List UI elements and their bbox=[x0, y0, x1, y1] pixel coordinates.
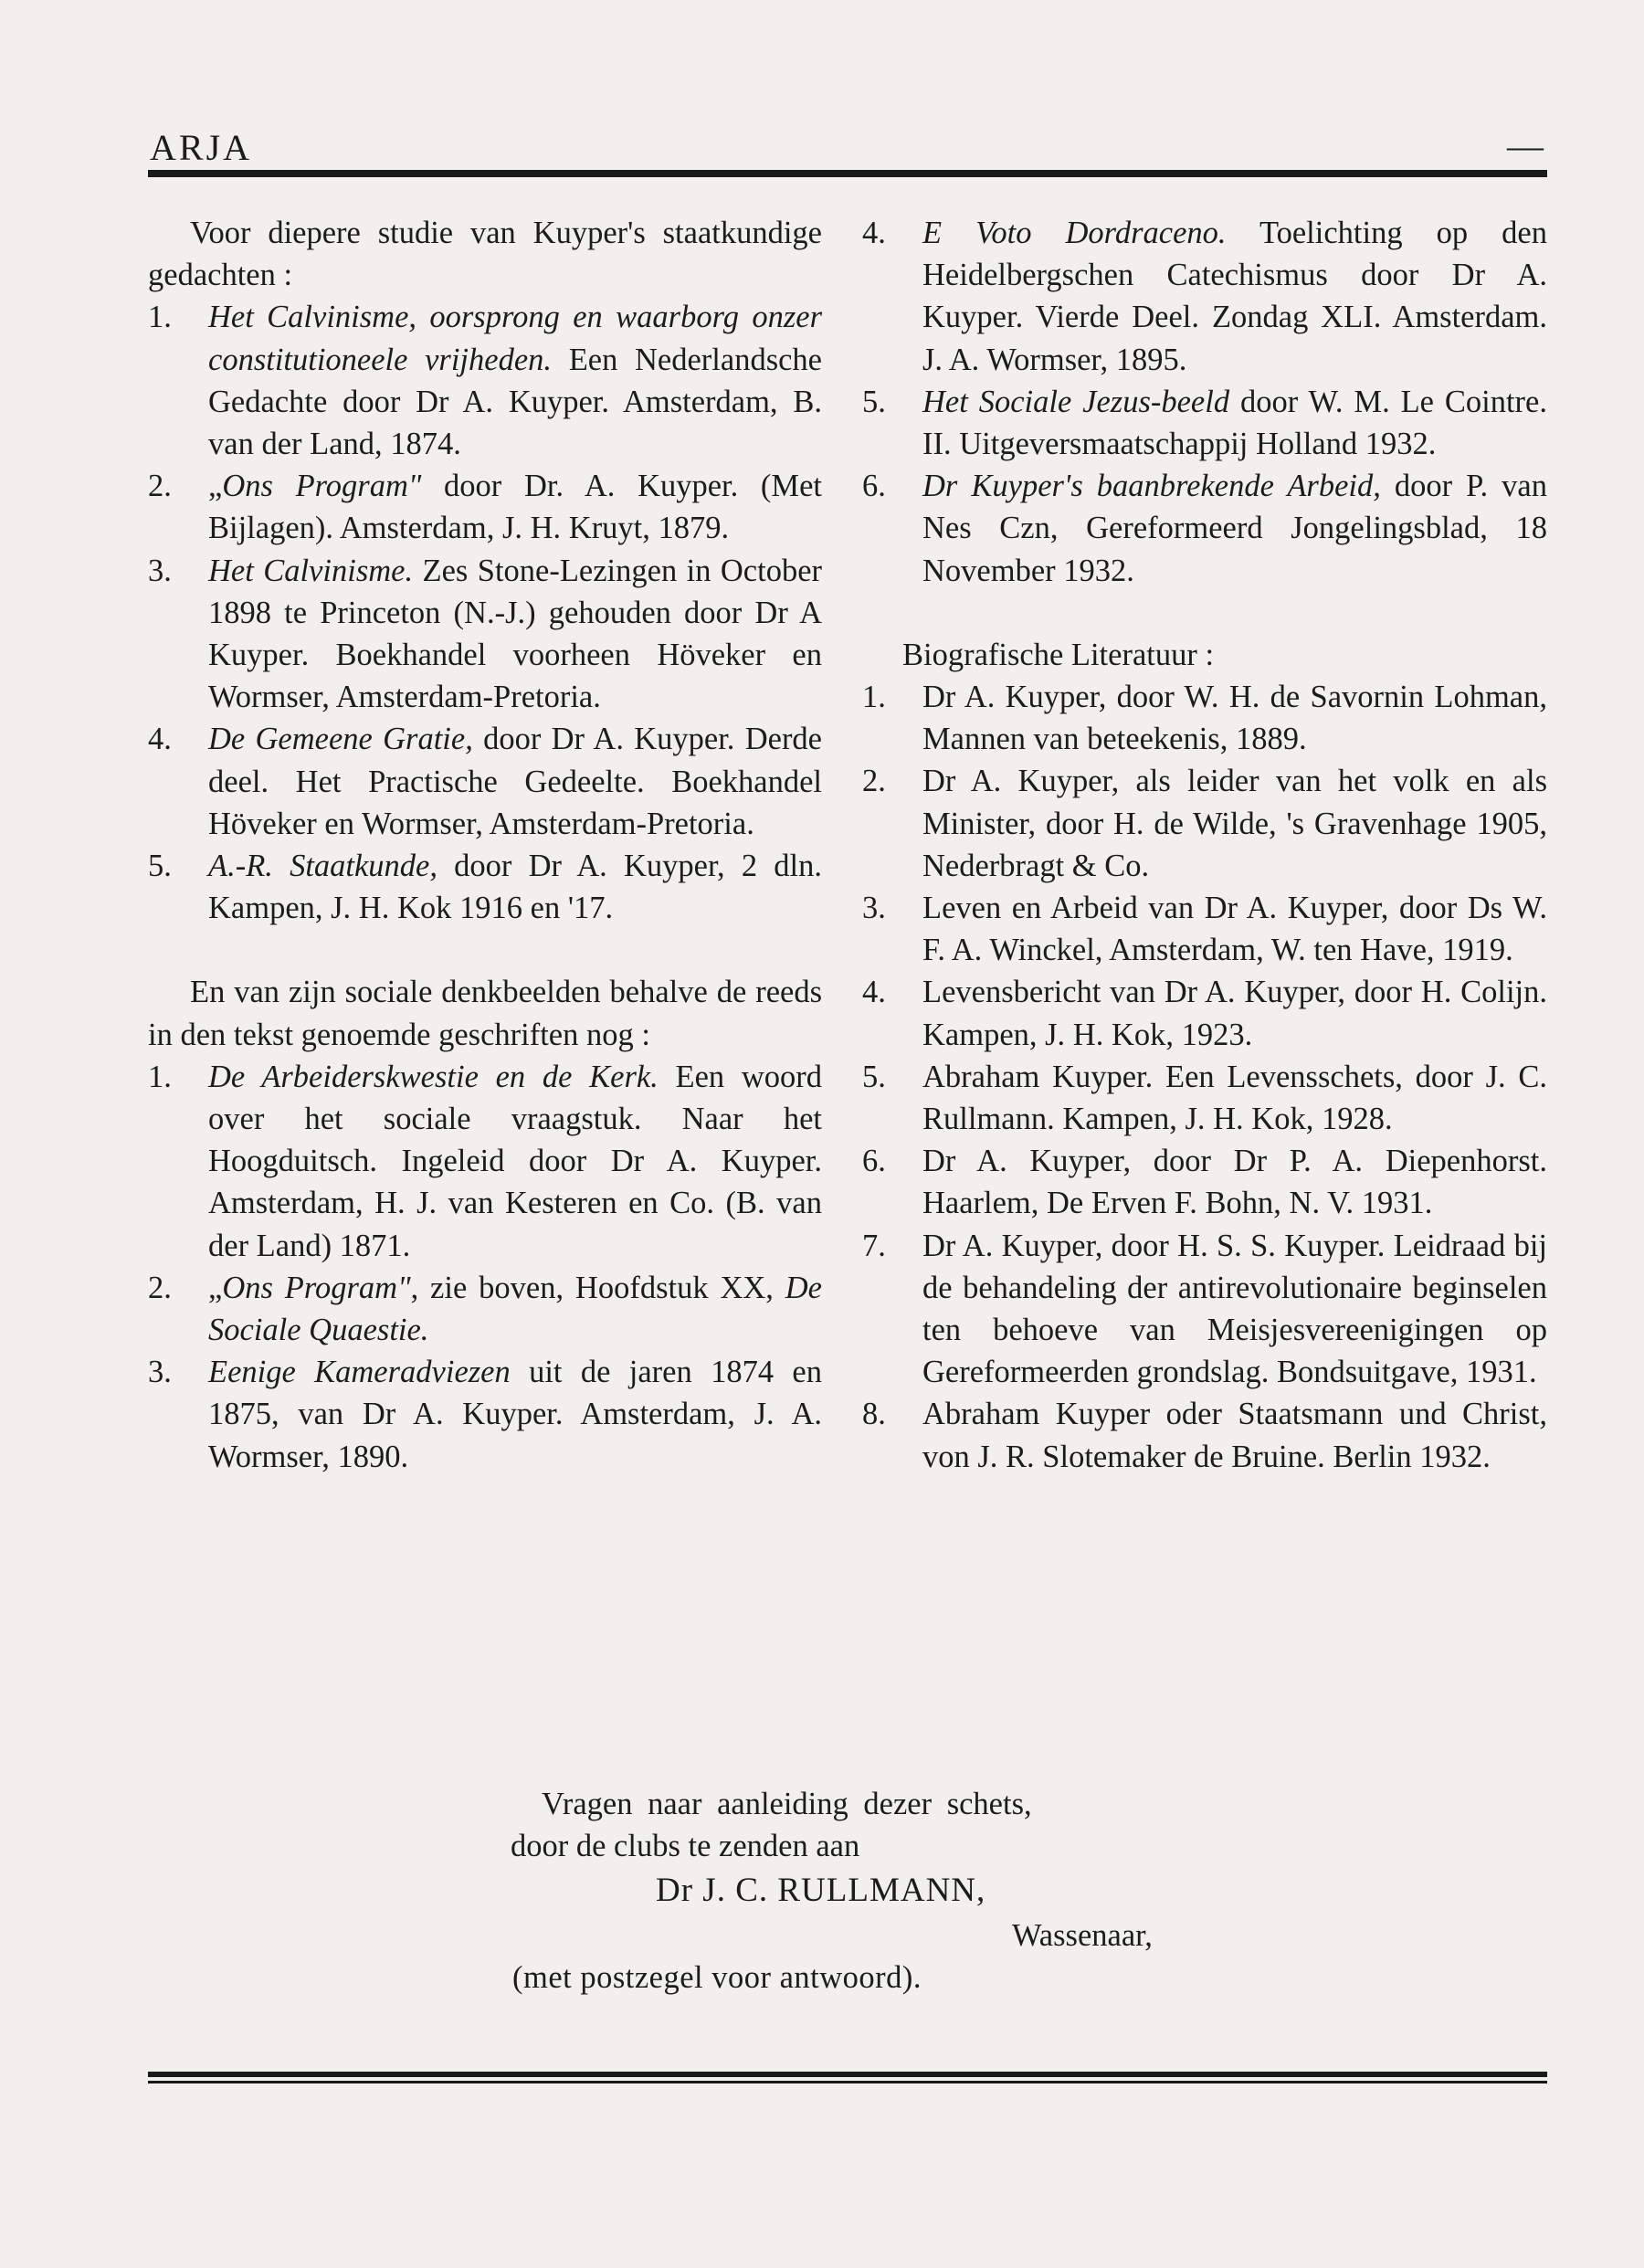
list-item bbox=[862, 1393, 1547, 1477]
item-number: 5. bbox=[862, 1059, 886, 1094]
item-text: Dr A. Kuyper, als leider van het volk en als Minister, door H. de Wilde, 's Gravenhage 1905, Nederbragt & Co. bbox=[922, 764, 1547, 883]
item-text: E Voto Dordraceno. Toelichting op den Heidelbergschen Catechismus door Dr A. Kuyper. Vierde Deel. Zondag XLI. Amsterdam. J. A. Wormser, 1895. bbox=[922, 216, 1547, 377]
item-number: 8. bbox=[862, 1397, 886, 1432]
item-text: Dr A. Kuyper, door W. H. de Savornin Lohman, Mannen van beteekenis, 1889. bbox=[922, 680, 1547, 757]
list-item bbox=[148, 296, 822, 465]
list-item bbox=[862, 760, 1547, 887]
right-list-biographies bbox=[862, 676, 1547, 1478]
note-recipient-name: Dr J. C. RULLMANN, bbox=[656, 1872, 986, 1909]
item-number: 2. bbox=[148, 1270, 172, 1305]
item-number: 4. bbox=[148, 722, 172, 757]
item-number: 4. bbox=[862, 975, 886, 1010]
item-number: 4. bbox=[862, 216, 886, 250]
item-text: Levensbericht van Dr A. Kuyper, door H. Colijn. Kampen, J. H. Kok, 1923. bbox=[922, 975, 1547, 1052]
note-recipient-place: Wassenaar, bbox=[1012, 1918, 1153, 1953]
header-dash: — bbox=[1507, 125, 1544, 166]
item-text: Abraham Kuyper. Een Levensschets, door J. C. Rullmann. Kampen, J. H. Kok, 1928. bbox=[922, 1059, 1547, 1137]
item-text: „Ons Program", zie boven, Hoofdstuk XX, De Sociale Quaestie. bbox=[208, 1270, 822, 1348]
paragraph-gap bbox=[148, 929, 822, 971]
item-number: 1. bbox=[148, 300, 172, 335]
note-line-5: (met postzegel voor antwoord). bbox=[512, 1960, 922, 1995]
item-text: Het Sociale Jezus-beeld door W. M. Le Cointre. II. Uitgeversmaatschappij Holland 1932. bbox=[922, 384, 1547, 462]
item-text: A.-R. Staatkunde, door Dr A. Kuyper, 2 dln. Kampen, J. H. Kok 1916 en '17. bbox=[208, 849, 822, 926]
item-number: 3. bbox=[862, 891, 886, 926]
item-number: 6. bbox=[862, 469, 886, 504]
item-text: Leven en Arbeid van Dr A. Kuyper, door Ds W. F. A. Winckel, Amsterdam, W. ten Have, 1919. bbox=[922, 891, 1547, 968]
item-number: 3. bbox=[148, 1355, 172, 1390]
item-number: 2. bbox=[148, 469, 172, 504]
item-number: 5. bbox=[862, 384, 886, 419]
header-title: ARJA bbox=[150, 127, 253, 168]
item-number: 6. bbox=[862, 1144, 886, 1179]
note-line-1: Vragen naar aanleiding dezer schets, bbox=[542, 1787, 1032, 1821]
list-item bbox=[862, 1225, 1547, 1394]
left-list-social bbox=[148, 1056, 822, 1478]
item-number: 7. bbox=[862, 1228, 886, 1263]
left-list-political bbox=[148, 296, 822, 929]
item-number: 1. bbox=[148, 1059, 172, 1094]
item-text: Eenige Kameradviezen uit de jaren 1874 en 1875, van Dr A. Kuyper. Amsterdam, J. A. Wormser, 1890. bbox=[208, 1355, 822, 1474]
item-text: Abraham Kuyper oder Staatsmann und Christ, von J. R. Slotemaker de Bruine. Berlin 1932. bbox=[922, 1397, 1547, 1474]
item-text: Het Calvinisme. Zes Stone-Lezingen in October 1898 te Princeton (N.-J.) gehouden door Dr A Kuyper. Boekhandel voorheen Höveker en Wormser, Amsterdam-Pretoria. bbox=[208, 553, 823, 715]
list-item bbox=[862, 1140, 1547, 1224]
item-number: 2. bbox=[862, 764, 886, 799]
list-item bbox=[862, 971, 1547, 1055]
list-item bbox=[862, 465, 1547, 592]
item-text: Dr A. Kuyper, door Dr P. A. Diepenhorst. Haarlem, De Erven F. Bohn, N. V. 1931. bbox=[922, 1144, 1547, 1221]
item-number: 1. bbox=[862, 680, 886, 715]
header-rule bbox=[148, 170, 1547, 177]
list-item bbox=[148, 845, 822, 929]
note-line-2: door de clubs te zenden aan bbox=[511, 1829, 860, 1863]
list-item bbox=[148, 1351, 822, 1478]
paragraph-gap bbox=[862, 592, 1547, 634]
item-text: Dr A. Kuyper, door H. S. S. Kuyper. Leidraad bij de behandeling der antirevolutionaire beginselen ten behoeve van Meisjesvereenigingen op Gereformeerden grondslag. Bondsuitgave, 1931. bbox=[922, 1228, 1547, 1390]
contact-note bbox=[507, 1783, 1192, 1999]
list-item bbox=[148, 465, 822, 549]
item-text: Dr Kuyper's baanbrekende Arbeid, door P. van Nes Czn, Gereformeerd Jongelingsblad, 18 November 1932. bbox=[922, 469, 1547, 588]
footer-rule bbox=[148, 2072, 1547, 2083]
list-item bbox=[148, 718, 822, 845]
item-text: „Ons Program" door Dr. A. Kuyper. (Met Bijlagen). Amsterdam, J. H. Kruyt, 1879. bbox=[208, 469, 822, 546]
list-item bbox=[148, 550, 822, 719]
list-item bbox=[862, 212, 1547, 381]
left-intro-paragraph: Voor diepere studie van Kuyper's staatkundige gedachten : bbox=[148, 216, 822, 293]
biography-heading: Biografische Literatuur : bbox=[902, 637, 1215, 672]
right-column bbox=[862, 212, 1547, 1478]
item-number: 3. bbox=[148, 553, 172, 588]
item-text: Het Calvinisme, oorsprong en waarborg onzer constitutioneele vrijheden. Een Nederlandsche Gedachte door Dr A. Kuyper. Amsterdam, B. van der Land, 1874. bbox=[208, 300, 822, 462]
item-text: De Arbeiderskwestie en de Kerk. Een woord over het sociale vraagstuk. Naar het Hoogduitsch. Ingeleid door Dr A. Kuyper. Amsterdam, H. J. van Kesteren en Co. (B. van der Land) 1871. bbox=[208, 1059, 822, 1263]
item-text: De Gemeene Gratie, door Dr A. Kuyper. Derde deel. Het Practische Gedeelte. Boekhandel Höveker en Wormser, Amsterdam-Pretoria. bbox=[208, 722, 822, 841]
left-column bbox=[148, 212, 822, 1478]
list-item bbox=[862, 676, 1547, 760]
list-item bbox=[862, 1056, 1547, 1140]
list-item bbox=[148, 1267, 822, 1351]
list-item bbox=[148, 1056, 822, 1267]
left-second-intro: En van zijn sociale denkbeelden behalve de reeds in den tekst genoemde geschriften nog : bbox=[148, 975, 822, 1052]
running-header bbox=[148, 117, 1547, 172]
item-number: 5. bbox=[148, 849, 172, 884]
right-list-continued bbox=[862, 212, 1547, 592]
list-item bbox=[862, 381, 1547, 465]
list-item bbox=[862, 887, 1547, 971]
